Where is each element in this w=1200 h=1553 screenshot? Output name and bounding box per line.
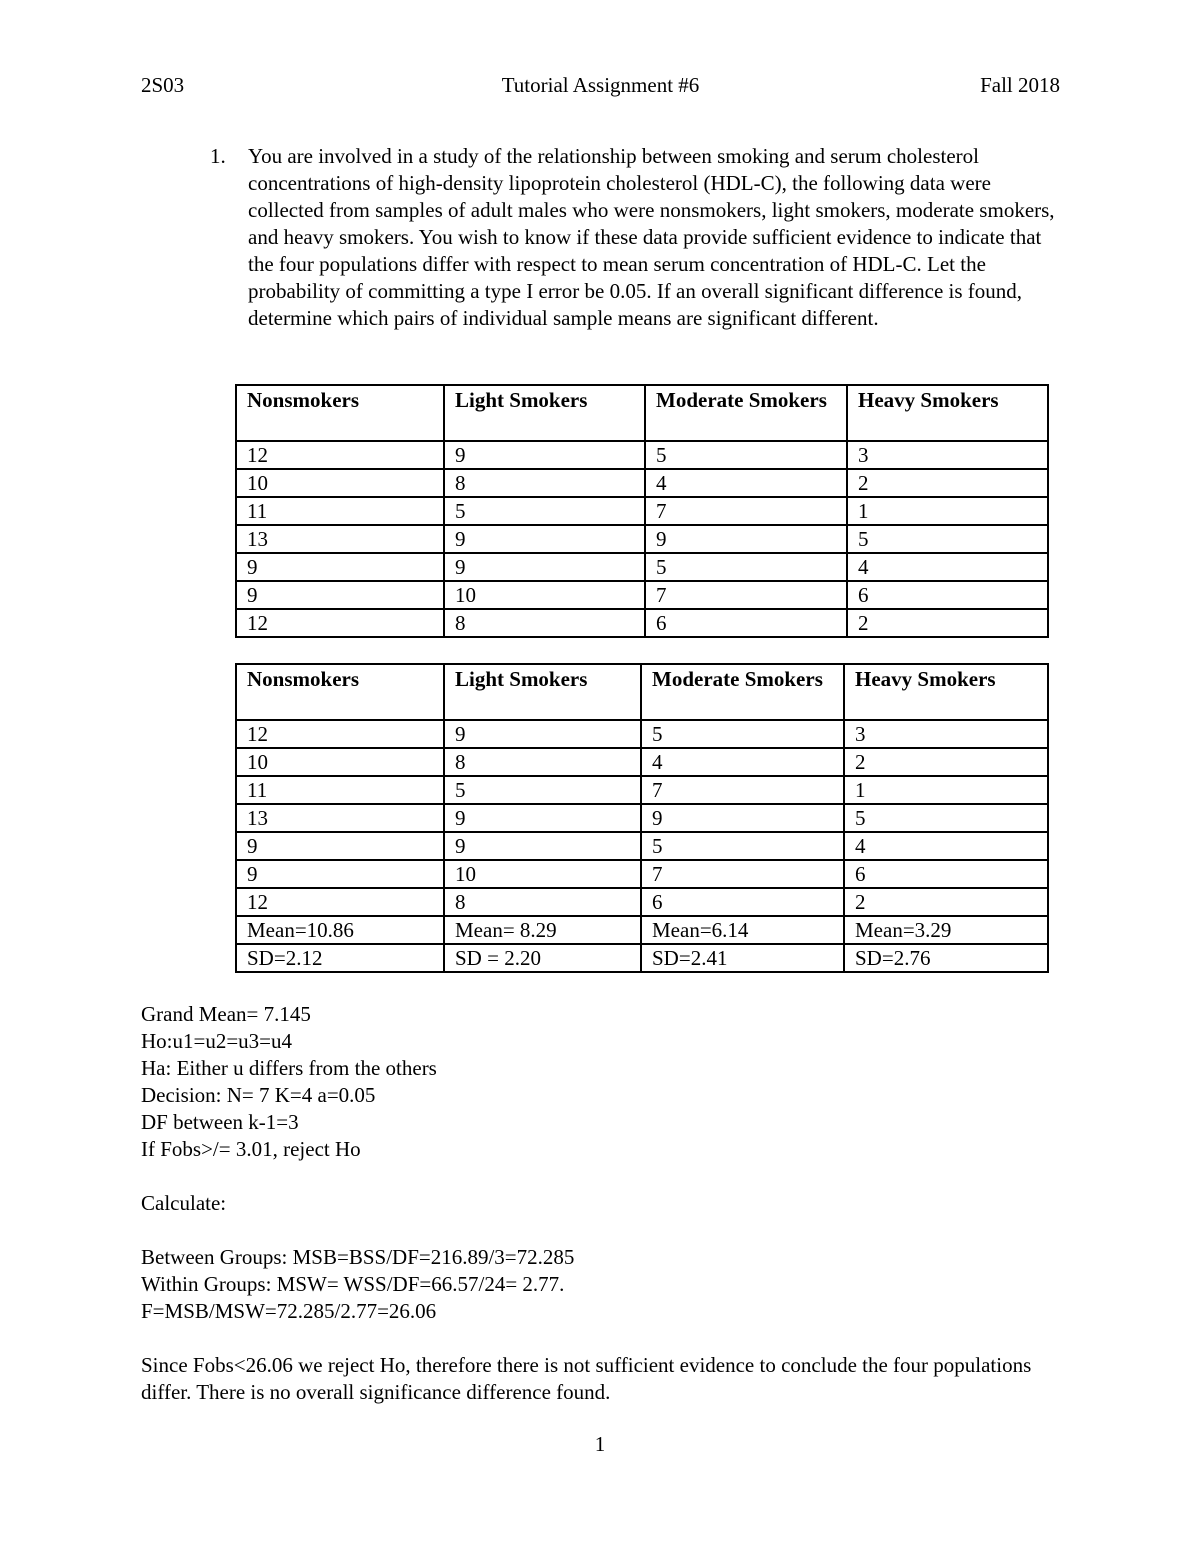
table-cell: 10 xyxy=(236,748,444,776)
table-row xyxy=(236,469,1048,497)
null-hypothesis-line: Ho:u1=u2=u3=u4 xyxy=(141,1029,293,1053)
mean-cell: Mean= 8.29 xyxy=(444,916,641,944)
df-line: DF between k-1=3 xyxy=(141,1110,299,1134)
hypothesis-block xyxy=(141,1001,1061,1163)
sd-cell: SD=2.76 xyxy=(844,944,1048,972)
column-header: Heavy Smokers xyxy=(844,664,1048,720)
table-cell: 8 xyxy=(444,609,645,637)
table-cell: 8 xyxy=(444,748,641,776)
table-cell: 5 xyxy=(645,553,847,581)
data-table-summary xyxy=(235,663,1049,973)
table-cell: 6 xyxy=(645,609,847,637)
table-cell: 11 xyxy=(236,497,444,525)
data-table-raw xyxy=(235,384,1049,638)
page-number: 1 xyxy=(594,1432,606,1456)
table-row xyxy=(236,525,1048,553)
table-cell: 10 xyxy=(444,860,641,888)
table-cell: 1 xyxy=(844,776,1048,804)
calculate-label xyxy=(141,1190,1061,1217)
table-cell: 9 xyxy=(444,832,641,860)
between-groups-line: Between Groups: MSB=BSS/DF=216.89/3=72.285 xyxy=(141,1245,575,1269)
table-cell: 5 xyxy=(641,832,844,860)
table-cell: 5 xyxy=(444,776,641,804)
table-cell: 2 xyxy=(847,469,1048,497)
sd-cell: SD=2.41 xyxy=(641,944,844,972)
table-cell: 7 xyxy=(641,860,844,888)
table-cell: 5 xyxy=(645,441,847,469)
column-header: Nonsmokers xyxy=(236,664,444,720)
table-header-row xyxy=(236,664,1048,720)
table-row xyxy=(236,804,1048,832)
table-row xyxy=(236,776,1048,804)
table-cell: 2 xyxy=(847,609,1048,637)
table-row xyxy=(236,860,1048,888)
table-cell: 12 xyxy=(236,720,444,748)
table-cell: 10 xyxy=(444,581,645,609)
table-cell: 6 xyxy=(641,888,844,916)
table-cell: 5 xyxy=(641,720,844,748)
alt-hypothesis-line: Ha: Either u differs from the others xyxy=(141,1056,437,1080)
mean-row xyxy=(236,916,1048,944)
table-cell: 13 xyxy=(236,804,444,832)
sd-cell: SD=2.12 xyxy=(236,944,444,972)
table-cell: 7 xyxy=(645,581,847,609)
table-cell: 1 xyxy=(847,497,1048,525)
table-cell: 4 xyxy=(645,469,847,497)
table-cell: 5 xyxy=(844,804,1048,832)
rejection-rule-line: If Fobs>/= 3.01, reject Ho xyxy=(141,1137,361,1161)
table-cell: 9 xyxy=(444,553,645,581)
table-row xyxy=(236,748,1048,776)
table-cell: 8 xyxy=(444,469,645,497)
table-cell: 8 xyxy=(444,888,641,916)
table-row xyxy=(236,720,1048,748)
table-cell: 12 xyxy=(236,609,444,637)
table-cell: 9 xyxy=(645,525,847,553)
mean-cell: Mean=10.86 xyxy=(236,916,444,944)
table-cell: 9 xyxy=(641,804,844,832)
table-cell: 13 xyxy=(236,525,444,553)
question-text: You are involved in a study of the relationship between smoking and serum cholesterol concentrations of high-density lipoprotein cholesterol (HDL-C), the following data were collected from samples of adult males who were nonsmokers, light smokers, moderate smokers, and heavy smokers. You wish to know if these data provide sufficient evidence to indicate that the four populations differ with respect to mean serum concentration of HDL-C. Let the probability of committing a type I error be 0.05. If an overall significant difference is found, determine which pairs of individual sample means are significant different. xyxy=(248,144,1055,330)
page-header xyxy=(141,72,1060,98)
table-row xyxy=(236,497,1048,525)
calculate-heading: Calculate: xyxy=(141,1191,227,1215)
course-code: 2S03 xyxy=(141,73,185,97)
column-header: Moderate Smokers xyxy=(641,664,844,720)
term-label: Fall 2018 xyxy=(980,73,1060,97)
table-cell: 4 xyxy=(641,748,844,776)
table-cell: 9 xyxy=(444,720,641,748)
table-cell: 9 xyxy=(236,860,444,888)
table-cell: 9 xyxy=(444,804,641,832)
assignment-title: Tutorial Assignment #6 xyxy=(501,73,700,97)
mean-cell: Mean=6.14 xyxy=(641,916,844,944)
grand-mean-line: Grand Mean= 7.145 xyxy=(141,1002,311,1026)
table-row xyxy=(236,609,1048,637)
table-row xyxy=(236,553,1048,581)
table-cell: 6 xyxy=(847,581,1048,609)
table-cell: 7 xyxy=(641,776,844,804)
column-header: Light Smokers xyxy=(444,385,645,441)
within-groups-line: Within Groups: MSW= WSS/DF=66.57/24= 2.77. xyxy=(141,1272,565,1296)
table-cell: 12 xyxy=(236,441,444,469)
table-cell: 10 xyxy=(236,469,444,497)
table-cell: 9 xyxy=(444,441,645,469)
table-cell: 2 xyxy=(844,748,1048,776)
table-cell: 5 xyxy=(444,497,645,525)
question-number: 1. xyxy=(210,144,226,168)
table-cell: 9 xyxy=(236,832,444,860)
column-header: Heavy Smokers xyxy=(847,385,1048,441)
table-row xyxy=(236,441,1048,469)
column-header: Nonsmokers xyxy=(236,385,444,441)
table-cell: 11 xyxy=(236,776,444,804)
table-cell: 12 xyxy=(236,888,444,916)
table-cell: 3 xyxy=(844,720,1048,748)
table-row xyxy=(236,888,1048,916)
column-header: Light Smokers xyxy=(444,664,641,720)
table-cell: 4 xyxy=(847,553,1048,581)
sd-row xyxy=(236,944,1048,972)
table-cell: 9 xyxy=(236,553,444,581)
formulas-block xyxy=(141,1244,1061,1325)
table-cell: 3 xyxy=(847,441,1048,469)
table-row xyxy=(236,581,1048,609)
table-cell: 4 xyxy=(844,832,1048,860)
table-cell: 2 xyxy=(844,888,1048,916)
table-header-row xyxy=(236,385,1048,441)
table-row xyxy=(236,832,1048,860)
decision-line: Decision: N= 7 K=4 a=0.05 xyxy=(141,1083,376,1107)
table-cell: 6 xyxy=(844,860,1048,888)
f-statistic-line: F=MSB/MSW=72.285/2.77=26.06 xyxy=(141,1299,437,1323)
column-header: Moderate Smokers xyxy=(645,385,847,441)
table-cell: 9 xyxy=(444,525,645,553)
sd-cell: SD = 2.20 xyxy=(444,944,641,972)
mean-cell: Mean=3.29 xyxy=(844,916,1048,944)
table-cell: 9 xyxy=(236,581,444,609)
conclusion-paragraph: Since Fobs<26.06 we reject Ho, therefore there is not sufficient evidence to conclude the four populations differ. There is no overall significance difference found. xyxy=(141,1353,1032,1404)
table-cell: 5 xyxy=(847,525,1048,553)
table-cell: 7 xyxy=(645,497,847,525)
